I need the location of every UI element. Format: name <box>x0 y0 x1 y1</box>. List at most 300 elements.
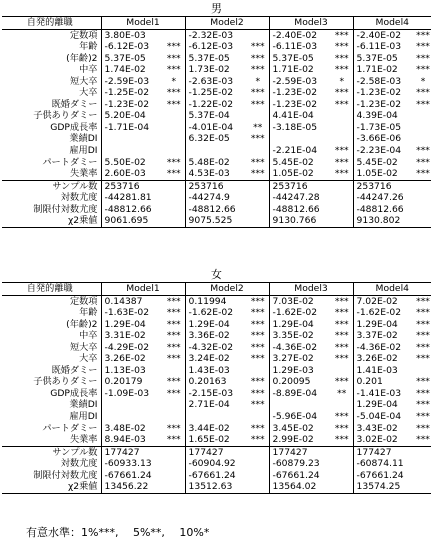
statistic-spacer <box>247 481 269 493</box>
significance-cell <box>331 122 353 134</box>
statistic-spacer <box>331 215 353 227</box>
significance-cell: *** <box>331 87 353 99</box>
significance-cell: *** <box>331 319 353 331</box>
model-header: Model3 <box>269 283 353 296</box>
significance-cell: *** <box>331 411 353 423</box>
coefficient-cell: 1.71E-02 <box>356 64 398 76</box>
statistic-spacer <box>247 446 269 458</box>
variable-label: 業績DI <box>2 133 101 145</box>
statistic-cell: 177427 <box>101 446 163 458</box>
statistic-cell: -60874.11 <box>356 458 404 470</box>
significance-cell: * <box>420 75 426 87</box>
statistic-spacer <box>415 215 431 227</box>
significance-cell: *** <box>163 423 185 435</box>
table-row <box>2 145 431 157</box>
significance-cell: *** <box>416 52 430 64</box>
model-header: Model4 <box>353 17 431 30</box>
statistic-cell: -44281.81 <box>104 192 152 204</box>
variable-label: 大卒 <box>2 353 101 365</box>
coefficient-cell: -1.62E-02 <box>356 307 402 319</box>
coefficient-cell: -8.89E-04 <box>272 387 318 399</box>
coefficient-cell: -6.11E-03 <box>272 41 318 53</box>
header-row <box>2 17 431 30</box>
coefficient-cell: 7.03E-02 <box>272 295 314 307</box>
significance-cell: *** <box>331 307 353 319</box>
significance-cell: *** <box>163 342 185 354</box>
coefficient-cell: 3.26E-02 <box>356 353 398 365</box>
coefficient-cell <box>101 133 163 145</box>
statistic-spacer <box>331 204 353 216</box>
coefficient-cell: -2.23E-04 <box>356 145 402 157</box>
significance-cell: *** <box>331 29 353 41</box>
significance-cell <box>163 133 185 145</box>
coefficient-cell <box>269 399 331 411</box>
significance-cell <box>247 29 269 41</box>
statistic-cell: -48812.66 <box>356 203 404 215</box>
statistic-spacer <box>331 458 353 470</box>
dependent-variable-label: 自発的離職 <box>2 17 101 30</box>
significance-cell: *** <box>416 98 430 110</box>
coefficient-cell: -2.40E-02 <box>356 29 402 41</box>
table-row <box>2 122 431 134</box>
variable-label: 短大卒 <box>2 76 101 88</box>
significance-cell: *** <box>247 133 269 145</box>
coefficient-cell: -5.04E-04 <box>356 411 402 423</box>
male-panel <box>2 2 431 228</box>
significance-cell: *** <box>247 53 269 65</box>
coefficient-cell: -1.41E-03 <box>356 387 402 399</box>
stat-row <box>2 446 431 458</box>
coefficient-cell <box>185 145 247 157</box>
table-row <box>2 157 431 169</box>
variable-label: 中卒 <box>2 64 101 76</box>
significance-cell: *** <box>331 376 353 388</box>
variable-label: 失業率 <box>2 168 101 180</box>
significance-cell <box>331 133 353 145</box>
significance-cell <box>163 411 185 423</box>
significance-cell: *** <box>163 376 185 388</box>
table-row <box>2 330 431 342</box>
variable-label: 大卒 <box>2 87 101 99</box>
coefficient-cell: -3.18E-05 <box>272 121 318 133</box>
significance-cell <box>415 365 431 377</box>
significance-cell: *** <box>247 87 269 99</box>
significance-cell: *** <box>416 145 430 157</box>
model-header: Model1 <box>101 17 185 30</box>
female-panel <box>2 268 431 494</box>
coefficient-cell: -4.36E-02 <box>356 341 402 353</box>
variable-label: GDP成長率 <box>2 388 101 400</box>
variable-label: 業績DI <box>2 399 101 411</box>
regression-table <box>2 282 431 494</box>
stat-row <box>2 458 431 470</box>
significance-cell: *** <box>163 295 185 307</box>
coefficient-cell: 1.29E-04 <box>356 399 398 411</box>
model-header: Model3 <box>269 17 353 30</box>
significance-cell: *** <box>247 157 269 169</box>
significance-cell: *** <box>163 41 185 53</box>
statistic-label: サンプル数 <box>2 180 101 192</box>
table-row <box>2 411 431 423</box>
coefficient-cell: 1.29E-04 <box>188 318 230 330</box>
coefficient-cell: -2.15E-03 <box>188 387 234 399</box>
significance-cell: *** <box>331 423 353 435</box>
statistic-spacer <box>247 180 269 192</box>
coefficient-cell: 0.11994 <box>188 295 227 307</box>
table-row <box>2 376 431 388</box>
coefficient-cell: 1.73E-02 <box>188 64 230 76</box>
model-header: Model2 <box>185 17 269 30</box>
statistic-spacer <box>415 192 431 204</box>
coefficient-cell: 3.43E-02 <box>356 422 398 434</box>
coefficient-cell <box>185 411 247 423</box>
statistic-cell: 9075.525 <box>188 215 233 227</box>
statistic-cell: 13564.02 <box>272 481 317 493</box>
coefficient-cell: 3.45E-02 <box>272 422 314 434</box>
significance-cell: *** <box>416 41 430 53</box>
model-header: Model4 <box>353 283 431 296</box>
significance-cell: *** <box>331 168 353 180</box>
table-row <box>2 342 431 354</box>
significance-cell <box>163 145 185 157</box>
statistic-cell: 13512.63 <box>188 481 233 493</box>
coefficient-cell: -2.59E-03 <box>272 75 318 87</box>
significance-cell: *** <box>163 330 185 342</box>
statistic-cell: 177427 <box>185 446 247 458</box>
statistic-label: サンプル数 <box>2 446 101 458</box>
variable-label: 定数項 <box>2 29 101 41</box>
significance-cell: *** <box>163 53 185 65</box>
panel-caption: 男 <box>211 2 222 15</box>
table-row <box>2 64 431 76</box>
significance-cell: *** <box>247 423 269 435</box>
significance-cell: *** <box>247 376 269 388</box>
significance-cell <box>163 365 185 377</box>
significance-cell <box>415 122 431 134</box>
coefficient-cell: -3.66E-06 <box>356 133 402 145</box>
significance-cell: *** <box>331 53 353 65</box>
coefficient-cell: -1.62E-02 <box>188 307 234 319</box>
significance-cell: *** <box>416 376 430 388</box>
significance-cell <box>163 399 185 411</box>
significance-cell: *** <box>163 87 185 99</box>
coefficient-cell: 1.43E-03 <box>188 364 230 376</box>
significance-cell: *** <box>163 353 185 365</box>
statistic-spacer <box>163 481 185 493</box>
variable-label: 年齢 <box>2 307 101 319</box>
coefficient-cell <box>269 133 331 145</box>
statistic-spacer <box>163 204 185 216</box>
coefficient-cell: 2.60E-03 <box>104 168 146 180</box>
statistic-spacer <box>247 458 269 470</box>
statistic-spacer <box>163 192 185 204</box>
coefficient-cell: 4.41E-04 <box>272 110 314 122</box>
statistic-spacer <box>163 470 185 482</box>
variable-label: 既婚ダミー <box>2 99 101 111</box>
coefficient-cell: 8.94E-03 <box>104 434 146 446</box>
significance-cell: *** <box>247 99 269 111</box>
statistic-spacer <box>415 458 431 470</box>
statistic-cell: 253716 <box>101 180 163 192</box>
coefficient-cell: -2.59E-03 <box>104 75 150 87</box>
table-row <box>2 99 431 111</box>
coefficient-cell: 5.37E-05 <box>272 52 314 64</box>
significance-cell: *** <box>416 411 430 423</box>
table-row <box>2 76 431 88</box>
significance-cell: * <box>163 76 185 88</box>
significance-cell: *** <box>247 399 269 411</box>
coefficient-cell: -2.32E-03 <box>188 29 234 41</box>
coefficient-cell: -5.96E-04 <box>272 411 318 423</box>
significance-cell <box>247 365 269 377</box>
coefficient-cell: -6.11E-03 <box>356 41 402 53</box>
statistic-spacer <box>163 215 185 227</box>
statistic-cell: -48812.66 <box>272 203 320 215</box>
statistic-label: 対数尤度 <box>2 192 101 204</box>
table-row <box>2 434 431 446</box>
coefficient-cell: -1.63E-02 <box>104 307 150 319</box>
statistic-cell: 9130.766 <box>272 215 317 227</box>
statistic-cell: 253716 <box>353 180 415 192</box>
table-row <box>2 307 431 319</box>
significance-cell: *** <box>331 64 353 76</box>
statistic-cell: -44247.26 <box>356 192 404 204</box>
table-row <box>2 319 431 331</box>
significance-cell: *** <box>247 307 269 319</box>
variable-label: (年齢)2 <box>2 53 101 65</box>
variable-label: パートダミー <box>2 423 101 435</box>
coefficient-cell: 1.29E-03 <box>272 364 314 376</box>
coefficient-cell: -1.71E-04 <box>104 121 150 133</box>
statistic-spacer <box>247 470 269 482</box>
coefficient-cell: -1.09E-03 <box>104 387 150 399</box>
significance-cell: *** <box>331 99 353 111</box>
coefficient-cell: 7.02E-02 <box>356 295 398 307</box>
coefficient-cell <box>101 411 163 423</box>
stat-row <box>2 215 431 227</box>
coefficient-cell: 3.44E-02 <box>188 422 230 434</box>
statistic-spacer <box>331 470 353 482</box>
coefficient-cell: 3.80E-03 <box>104 29 146 41</box>
statistic-label: 対数尤度 <box>2 458 101 470</box>
statistic-spacer <box>331 446 353 458</box>
coefficient-cell: -4.01E-04 <box>188 121 234 133</box>
coefficient-cell: 3.35E-02 <box>272 330 314 342</box>
statistic-cell: 177427 <box>353 446 415 458</box>
coefficient-cell: -1.23E-02 <box>356 87 402 99</box>
variable-label: 失業率 <box>2 434 101 446</box>
table-row <box>2 110 431 122</box>
variable-label: 雇用DI <box>2 145 101 157</box>
significance-cell: *** <box>416 156 430 168</box>
variable-label: 雇用DI <box>2 411 101 423</box>
statistic-cell: -67661.24 <box>272 469 320 481</box>
statistic-spacer <box>331 180 353 192</box>
coefficient-cell: 1.65E-02 <box>188 434 230 446</box>
significance-cell: *** <box>416 353 430 365</box>
significance-cell: *** <box>416 168 430 180</box>
significance-cell: *** <box>416 307 430 319</box>
stat-row <box>2 192 431 204</box>
statistic-cell: 9061.695 <box>104 215 149 227</box>
table-row <box>2 353 431 365</box>
significance-cell: *** <box>331 330 353 342</box>
coefficient-cell: -1.25E-02 <box>188 87 234 99</box>
coefficient-cell: 1.13E-03 <box>104 364 146 376</box>
significance-cell: *** <box>416 295 430 307</box>
statistic-cell: -48812.66 <box>104 203 152 215</box>
statistic-spacer <box>247 204 269 216</box>
variable-label: 中卒 <box>2 330 101 342</box>
coefficient-cell: -1.23E-02 <box>356 98 402 110</box>
statistic-spacer <box>331 192 353 204</box>
significance-cell: ** <box>331 388 353 400</box>
statistic-label: 制限付対数尤度 <box>2 470 101 482</box>
coefficient-cell: 3.31E-02 <box>104 330 146 342</box>
statistic-cell: -44247.28 <box>272 192 320 204</box>
statistic-cell: 253716 <box>269 180 331 192</box>
significance-cell: *** <box>247 434 269 446</box>
coefficient-cell: 3.27E-02 <box>272 353 314 365</box>
statistic-cell: 9130.802 <box>356 215 401 227</box>
coefficient-cell: 5.48E-02 <box>188 156 230 168</box>
significance-cell: * <box>331 76 353 88</box>
variable-label: 短大卒 <box>2 342 101 354</box>
significance-cell: *** <box>331 41 353 53</box>
significance-cell: *** <box>163 434 185 446</box>
significance-cell: ** <box>247 122 269 134</box>
table-row <box>2 168 431 180</box>
significance-cell <box>163 122 185 134</box>
coefficient-cell: 3.37E-02 <box>356 330 398 342</box>
coefficient-cell: 0.20163 <box>188 376 227 388</box>
variable-label: 子供ありダミー <box>2 110 101 122</box>
significance-cell <box>331 399 353 411</box>
statistic-spacer <box>163 446 185 458</box>
coefficient-cell: -6.12E-03 <box>188 41 234 53</box>
significance-cell: *** <box>331 353 353 365</box>
coefficient-cell: 5.37E-04 <box>188 110 230 122</box>
coefficient-cell: 0.201 <box>356 376 383 388</box>
statistic-cell: 177427 <box>269 446 331 458</box>
statistic-cell: -48812.66 <box>188 203 236 215</box>
statistic-spacer <box>415 481 431 493</box>
coefficient-cell: 5.37E-05 <box>104 52 146 64</box>
significance-cell: *** <box>247 353 269 365</box>
significance-cell: *** <box>416 64 430 76</box>
significance-note: 有意水準：1%***, 5%**, 10%* <box>26 526 210 539</box>
significance-cell: *** <box>331 342 353 354</box>
coefficient-cell: 6.32E-05 <box>188 133 230 145</box>
significance-cell <box>415 133 431 145</box>
coefficient-cell: 5.45E-02 <box>356 156 398 168</box>
variable-label: 年齢 <box>2 41 101 53</box>
statistic-label: χ2乗値 <box>2 481 101 493</box>
coefficient-cell: 3.36E-02 <box>188 330 230 342</box>
statistic-spacer <box>415 446 431 458</box>
statistic-spacer <box>415 180 431 192</box>
significance-cell <box>247 110 269 122</box>
table-row <box>2 388 431 400</box>
significance-cell <box>163 110 185 122</box>
statistic-cell: 253716 <box>185 180 247 192</box>
coefficient-cell: -4.32E-02 <box>188 341 234 353</box>
significance-cell <box>247 411 269 423</box>
coefficient-cell: 1.29E-04 <box>272 318 314 330</box>
significance-cell <box>415 110 431 122</box>
statistic-cell: -67661.24 <box>104 469 152 481</box>
significance-cell <box>247 145 269 157</box>
significance-cell: * <box>247 76 269 88</box>
table-row <box>2 53 431 65</box>
statistic-cell: -60904.92 <box>188 458 236 470</box>
table-row <box>2 399 431 411</box>
significance-cell: *** <box>416 318 430 330</box>
statistic-label: χ2乗値 <box>2 215 101 227</box>
significance-cell: *** <box>416 341 430 353</box>
statistic-spacer <box>163 180 185 192</box>
significance-cell: *** <box>163 64 185 76</box>
significance-cell: *** <box>416 399 430 411</box>
statistic-cell: 13456.22 <box>104 481 149 493</box>
variable-label: GDP成長率 <box>2 122 101 134</box>
statistic-spacer <box>415 204 431 216</box>
statistic-spacer <box>415 470 431 482</box>
significance-cell: *** <box>247 168 269 180</box>
header-row <box>2 283 431 296</box>
coefficient-cell: -2.58E-03 <box>356 75 402 87</box>
coefficient-cell: 1.71E-02 <box>272 64 314 76</box>
significance-cell: *** <box>163 157 185 169</box>
significance-cell: *** <box>247 330 269 342</box>
coefficient-cell: 3.24E-02 <box>188 353 230 365</box>
significance-cell <box>163 29 185 41</box>
statistic-cell: -67661.24 <box>188 469 236 481</box>
table-row <box>2 423 431 435</box>
coefficient-cell <box>101 399 163 411</box>
significance-cell <box>331 365 353 377</box>
coefficient-cell: 0.14387 <box>104 295 143 307</box>
significance-cell: *** <box>247 319 269 331</box>
significance-cell <box>331 110 353 122</box>
significance-cell: *** <box>247 41 269 53</box>
table-row <box>2 133 431 145</box>
coefficient-cell: 1.29E-04 <box>104 318 146 330</box>
coefficient-cell: 5.37E-05 <box>188 52 230 64</box>
statistic-spacer <box>331 481 353 493</box>
coefficient-cell: -1.25E-02 <box>104 87 150 99</box>
statistic-cell: 13574.25 <box>356 481 401 493</box>
coefficient-cell: -1.23E-02 <box>272 87 318 99</box>
coefficient-cell: 2.71E-04 <box>188 399 230 411</box>
statistic-spacer <box>247 192 269 204</box>
significance-cell: *** <box>247 342 269 354</box>
significance-cell: *** <box>163 319 185 331</box>
stat-row <box>2 481 431 493</box>
significance-cell: *** <box>163 307 185 319</box>
significance-cell: *** <box>416 387 430 399</box>
coefficient-cell: -4.36E-02 <box>272 341 318 353</box>
stat-row <box>2 204 431 216</box>
coefficient-cell: 2.99E-02 <box>272 434 314 446</box>
coefficient-cell: -4.29E-02 <box>104 341 150 353</box>
table-row <box>2 365 431 377</box>
coefficient-cell: -1.23E-02 <box>272 98 318 110</box>
table-row <box>2 87 431 99</box>
stat-row <box>2 470 431 482</box>
statistic-cell: -60879.23 <box>272 458 320 470</box>
coefficient-cell: 0.20179 <box>104 376 143 388</box>
